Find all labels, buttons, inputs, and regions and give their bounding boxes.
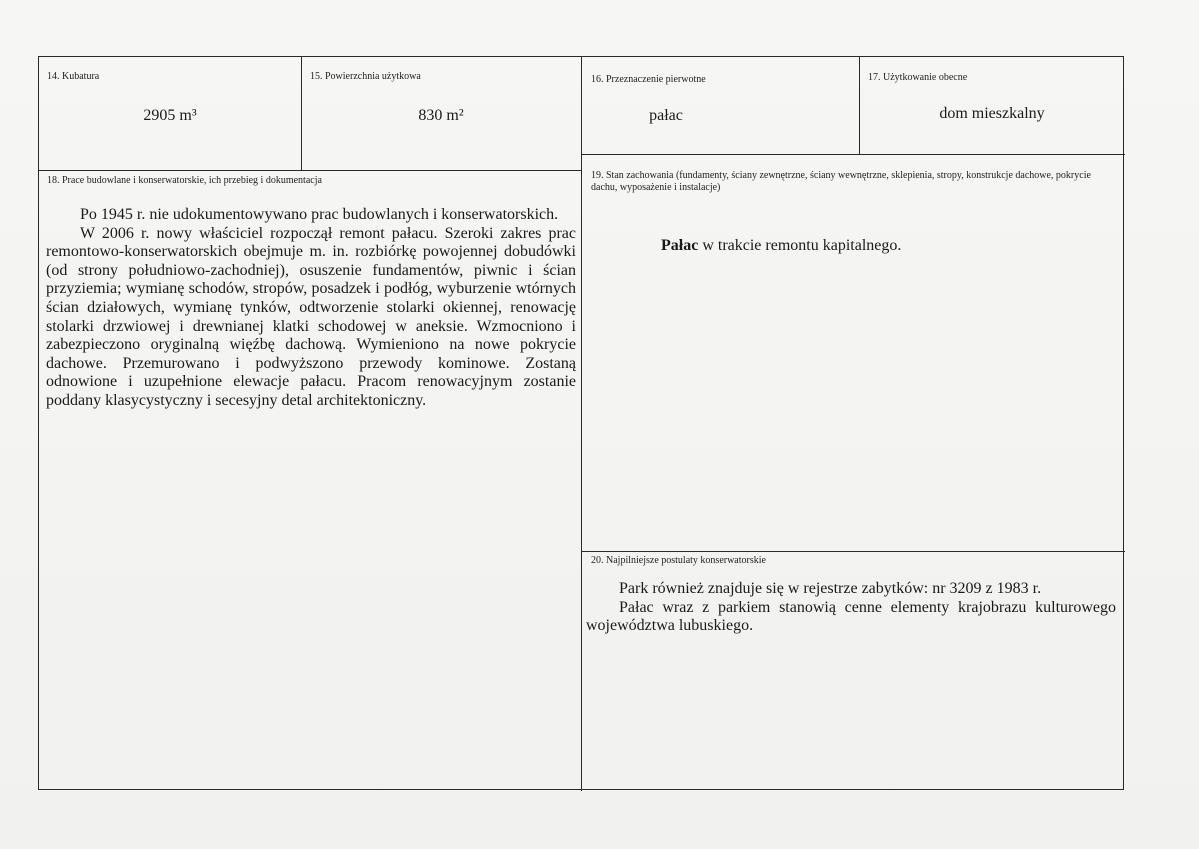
cell-label: 18. Prace budowlane i konserwatorskie, ich przebieg i dokumentacja bbox=[47, 175, 322, 186]
cell-label: 16. Przeznaczenie pierwotne bbox=[591, 74, 706, 85]
cell-przeznaczenie bbox=[581, 57, 859, 154]
prace-paragraph: W 2006 r. nowy właściciel rozpoczął remont pałacu. Szeroki zakres prac remontowo-konserwatorskich obejmuje m. in. rozbiórkę powojennej dobudówki (od strony południowo-zachodniej), osuszenie fundamentów, piwnic i ścian przyziemia; wymianę schodów, stropów, posadzek i podłóg, wyburzenie wtórnych ścian działowych, wymianę tynków, odtworzenie stolarki okiennej, renowację stolarki drzwiowej i drewnianej klatki schodowej w aneksie. Wzmocniono i zabezpieczono oryginalną więźbę dachową. Wymieniono na nowe pokrycie dachowe. Przemurowano i podwyższono przewody kominowe. Zostaną odnowione i uzupełnione elewacje pałacu. Pracom renowacyjnym zostanie poddany klasycystyczny i secesyjny detal architektoniczny. bbox=[46, 224, 576, 409]
cell-prace-budowlane bbox=[39, 170, 581, 791]
cell-powierzchnia bbox=[301, 57, 581, 170]
cell-kubatura bbox=[39, 57, 301, 170]
postulaty-text bbox=[586, 580, 1116, 636]
postulaty-paragraph: Park również znajduje się w rejestrze zabytków: nr 3209 z 1983 r. bbox=[619, 580, 1042, 597]
przeznaczenie-value: pałac bbox=[649, 107, 683, 124]
cell-stan-zachowania bbox=[581, 154, 1125, 551]
prace-paragraph: Po 1945 r. nie udokumentowywano prac budowlanych i konserwatorskich. bbox=[80, 206, 559, 223]
stan-rest: w trakcie remontu kapitalnego. bbox=[698, 237, 902, 254]
stan-text bbox=[661, 237, 901, 255]
uzytkowanie-value: dom mieszkalny bbox=[939, 105, 1045, 122]
powierzchnia-value: 830 m² bbox=[418, 107, 464, 124]
cell-label: 20. Najpilniejsze postulaty konserwatorskie bbox=[591, 555, 766, 566]
cell-label: 19. Stan zachowania (fundamenty, ściany zewnętrzne, ściany wewnętrzne, sklepienia, stropy, konstrukcje dachowe, pokrycie dachu, wyposażenie i instalacje) bbox=[591, 170, 1091, 193]
cell-label: 15. Powierzchnia użytkowa bbox=[310, 71, 421, 82]
cell-label: 17. Użytkowanie obecne bbox=[868, 72, 968, 83]
cell-uzytkowanie bbox=[859, 57, 1125, 154]
postulaty-paragraph: Pałac wraz z parkiem stanowią cenne elementy krajobrazu kulturowego województwa lubuskiego. bbox=[586, 598, 1116, 635]
cell-postulaty bbox=[581, 551, 1125, 791]
prace-text bbox=[46, 206, 576, 411]
stan-bold: Pałac bbox=[661, 237, 699, 254]
cell-label: 14. Kubatura bbox=[47, 71, 100, 82]
kubatura-value: 2905 m³ bbox=[143, 107, 197, 124]
form-table bbox=[38, 56, 1124, 790]
